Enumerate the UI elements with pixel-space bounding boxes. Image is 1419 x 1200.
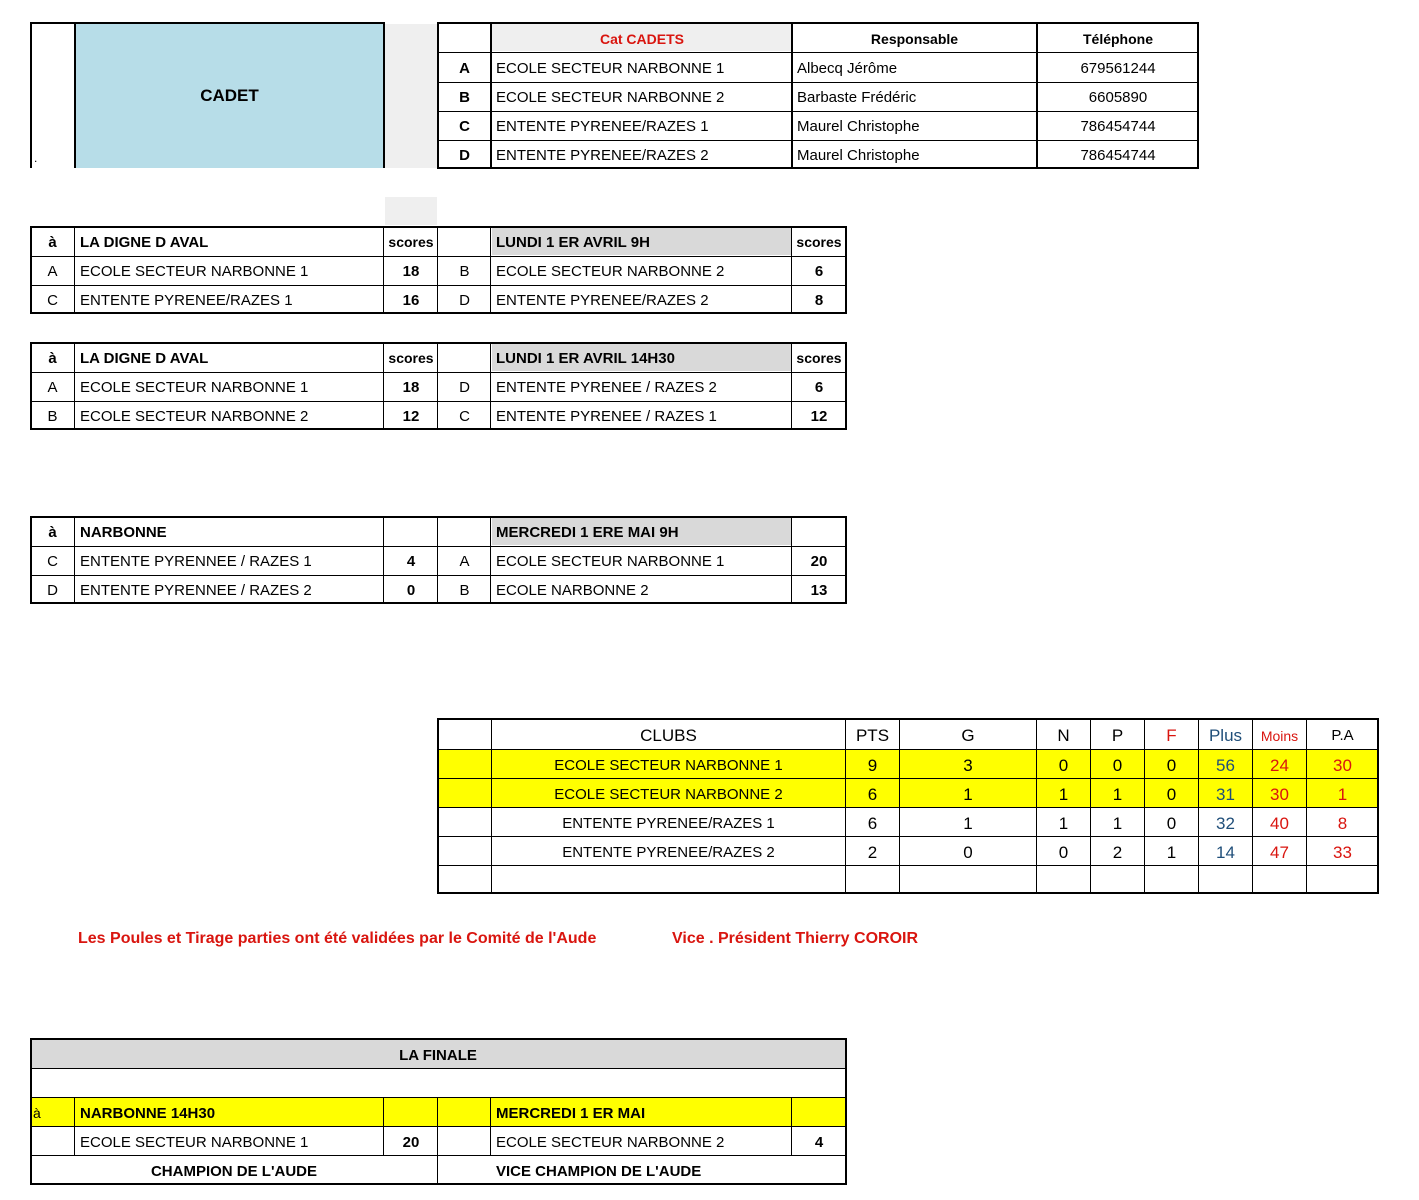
team-name: ENTENTE PYRENEE/RAZES 1	[496, 118, 709, 135]
final-date: MERCREDI 1 ER MAI	[496, 1104, 646, 1122]
col-p: P	[1111, 725, 1124, 745]
pts: 9	[867, 755, 878, 775]
scores-header: scores	[796, 234, 842, 250]
scores-header: scores	[388, 234, 434, 250]
n: 0	[1058, 842, 1069, 862]
final-title: LA FINALE	[399, 1046, 477, 1064]
team-letter: B	[459, 262, 470, 280]
col-pts: PTS	[855, 725, 890, 745]
match-date: LUNDI 1 ER AVRIL 14H30	[496, 349, 675, 367]
team-letter: B	[459, 89, 470, 106]
venue-prefix: à	[48, 233, 57, 251]
scores-header: scores	[388, 350, 434, 366]
col-pa: P.A	[1331, 727, 1354, 744]
away-team: ENTENTE PYRENEE/RAZES 2	[496, 291, 709, 309]
team-name: ECOLE SECTEUR NARBONNE 1	[496, 60, 725, 77]
moins: 40	[1270, 813, 1289, 833]
team-letter: C	[459, 407, 470, 425]
team-telephone: 679561244	[1080, 60, 1156, 77]
p: 2	[1112, 842, 1123, 862]
away-team: ENTENTE PYRENEE / RAZES 1	[496, 407, 717, 425]
final-team-1: ECOLE SECTEUR NARBONNE 1	[80, 1133, 309, 1151]
away-score: 12	[810, 407, 828, 425]
vice-champion-label: VICE CHAMPION DE L'AUDE	[496, 1162, 702, 1180]
away-score: 13	[810, 581, 828, 599]
team-letter: A	[459, 60, 470, 77]
pa: 30	[1333, 755, 1352, 775]
team-telephone: 786454744	[1080, 147, 1156, 164]
venue: LA DIGNE D AVAL	[80, 233, 209, 251]
team-letter: D	[459, 378, 470, 396]
scores-header	[385, 518, 437, 546]
match-date: LUNDI 1 ER AVRIL 9H	[496, 233, 650, 251]
g: 3	[963, 755, 973, 775]
team-letter: C	[47, 552, 58, 570]
team-letter: A	[47, 378, 58, 396]
home-score: 18	[402, 262, 420, 280]
away-team: ECOLE SECTEUR NARBONNE 2	[496, 262, 725, 280]
home-team: ECOLE SECTEUR NARBONNE 1	[80, 262, 309, 280]
venue: LA DIGNE D AVAL	[80, 349, 209, 367]
vice-president-note: Vice . Président Thierry COROIR	[672, 930, 919, 947]
club-name: ECOLE SECTEUR NARBONNE 2	[554, 786, 783, 803]
pa: 33	[1333, 842, 1352, 862]
pa: 8	[1337, 813, 1348, 833]
team-letter: B	[459, 581, 470, 599]
final-score-2: 4	[814, 1133, 824, 1151]
final-venue: NARBONNE 14H30	[80, 1104, 216, 1122]
team-responsable: Barbaste Frédéric	[797, 89, 917, 106]
club-name: ECOLE SECTEUR NARBONNE 1	[554, 757, 783, 774]
p: 0	[1112, 755, 1123, 775]
away-team: ECOLE SECTEUR NARBONNE 1	[496, 552, 725, 570]
moins: 24	[1270, 755, 1289, 775]
team-letter: D	[47, 581, 58, 599]
col-responsable: Responsable	[870, 31, 959, 47]
home-score: 4	[406, 552, 416, 570]
match-date: MERCREDI 1 ERE MAI 9H	[496, 523, 679, 541]
pts: 6	[867, 784, 878, 804]
team-letter: D	[459, 291, 470, 309]
venue: NARBONNE	[80, 523, 167, 541]
col-telephone: Téléphone	[1082, 31, 1153, 47]
n: 1	[1058, 813, 1069, 833]
scores-header: scores	[796, 350, 842, 366]
venue-prefix: à	[48, 349, 57, 367]
team-responsable: Albecq Jérôme	[797, 60, 898, 77]
pts: 6	[867, 813, 878, 833]
away-score: 20	[810, 552, 828, 570]
pa: 1	[1337, 784, 1348, 804]
f: 0	[1166, 784, 1177, 804]
home-team: ECOLE SECTEUR NARBONNE 2	[80, 407, 309, 425]
team-telephone: 786454744	[1080, 118, 1156, 135]
p: 1	[1112, 784, 1123, 804]
col-moins: Moins	[1260, 727, 1299, 744]
team-letter: C	[47, 291, 58, 309]
team-letter: A	[47, 262, 58, 280]
spacer-cell	[385, 197, 437, 225]
team-responsable: Maurel Christophe	[797, 118, 920, 135]
team-letter: D	[459, 147, 470, 164]
moins: 30	[1270, 784, 1289, 804]
away-score: 6	[814, 378, 824, 396]
final-team-2: ECOLE SECTEUR NARBONNE 2	[496, 1133, 725, 1151]
home-team: ENTENTE PYRENNEE / RAZES 1	[80, 552, 312, 570]
n: 1	[1058, 784, 1069, 804]
g: 1	[963, 813, 973, 833]
final-score-1: 20	[402, 1133, 420, 1151]
dot-mark: .	[34, 151, 38, 165]
venue-prefix: à	[33, 1105, 41, 1121]
f: 0	[1166, 813, 1177, 833]
scores-header	[793, 518, 845, 546]
plus: 32	[1216, 813, 1235, 833]
team-telephone: 6605890	[1088, 89, 1148, 106]
category-label: CADET	[200, 86, 259, 105]
p: 1	[1112, 813, 1123, 833]
col-plus: Plus	[1208, 725, 1243, 745]
spacer-cell	[385, 24, 437, 168]
col-clubs: CLUBS	[640, 725, 697, 745]
home-team: ECOLE SECTEUR NARBONNE 1	[80, 378, 309, 396]
col-g: G	[961, 725, 975, 745]
pts: 2	[867, 842, 878, 862]
team-letter: A	[459, 552, 470, 570]
plus: 56	[1216, 755, 1235, 775]
moins: 47	[1270, 842, 1289, 862]
club-name: ENTENTE PYRENEE/RAZES 1	[562, 815, 775, 832]
away-score: 8	[814, 291, 824, 309]
col-f: F	[1166, 725, 1177, 745]
team-responsable: Maurel Christophe	[797, 147, 920, 164]
champion-label: CHAMPION DE L'AUDE	[150, 1162, 318, 1180]
home-score: 12	[402, 407, 420, 425]
plus: 14	[1216, 842, 1235, 862]
n: 0	[1058, 755, 1069, 775]
away-team: ENTENTE PYRENEE / RAZES 2	[496, 378, 717, 396]
home-score: 0	[406, 581, 416, 599]
validation-notice: Les Poules et Tirage parties ont été validées par le Comité de l'Aude	[78, 930, 597, 947]
team-letter: C	[459, 118, 470, 135]
club-name: ENTENTE PYRENEE/RAZES 2	[562, 844, 775, 861]
home-score: 18	[402, 378, 420, 396]
plus: 31	[1216, 784, 1235, 804]
team-name: ECOLE SECTEUR NARBONNE 2	[496, 89, 725, 106]
venue-prefix: à	[48, 523, 57, 541]
team-letter: B	[47, 407, 58, 425]
away-score: 6	[814, 262, 824, 280]
home-score: 16	[402, 291, 420, 309]
category-title: Cat CADETS	[599, 31, 684, 47]
away-team: ECOLE NARBONNE 2	[496, 581, 649, 599]
home-team: ENTENTE PYRENNEE / RAZES 2	[80, 581, 312, 599]
f: 0	[1166, 755, 1177, 775]
g: 0	[963, 842, 973, 862]
col-n: N	[1057, 725, 1070, 745]
g: 1	[963, 784, 973, 804]
f: 1	[1166, 842, 1177, 862]
home-team: ENTENTE PYRENEE/RAZES 1	[80, 291, 293, 309]
team-name: ENTENTE PYRENEE/RAZES 2	[496, 147, 709, 164]
